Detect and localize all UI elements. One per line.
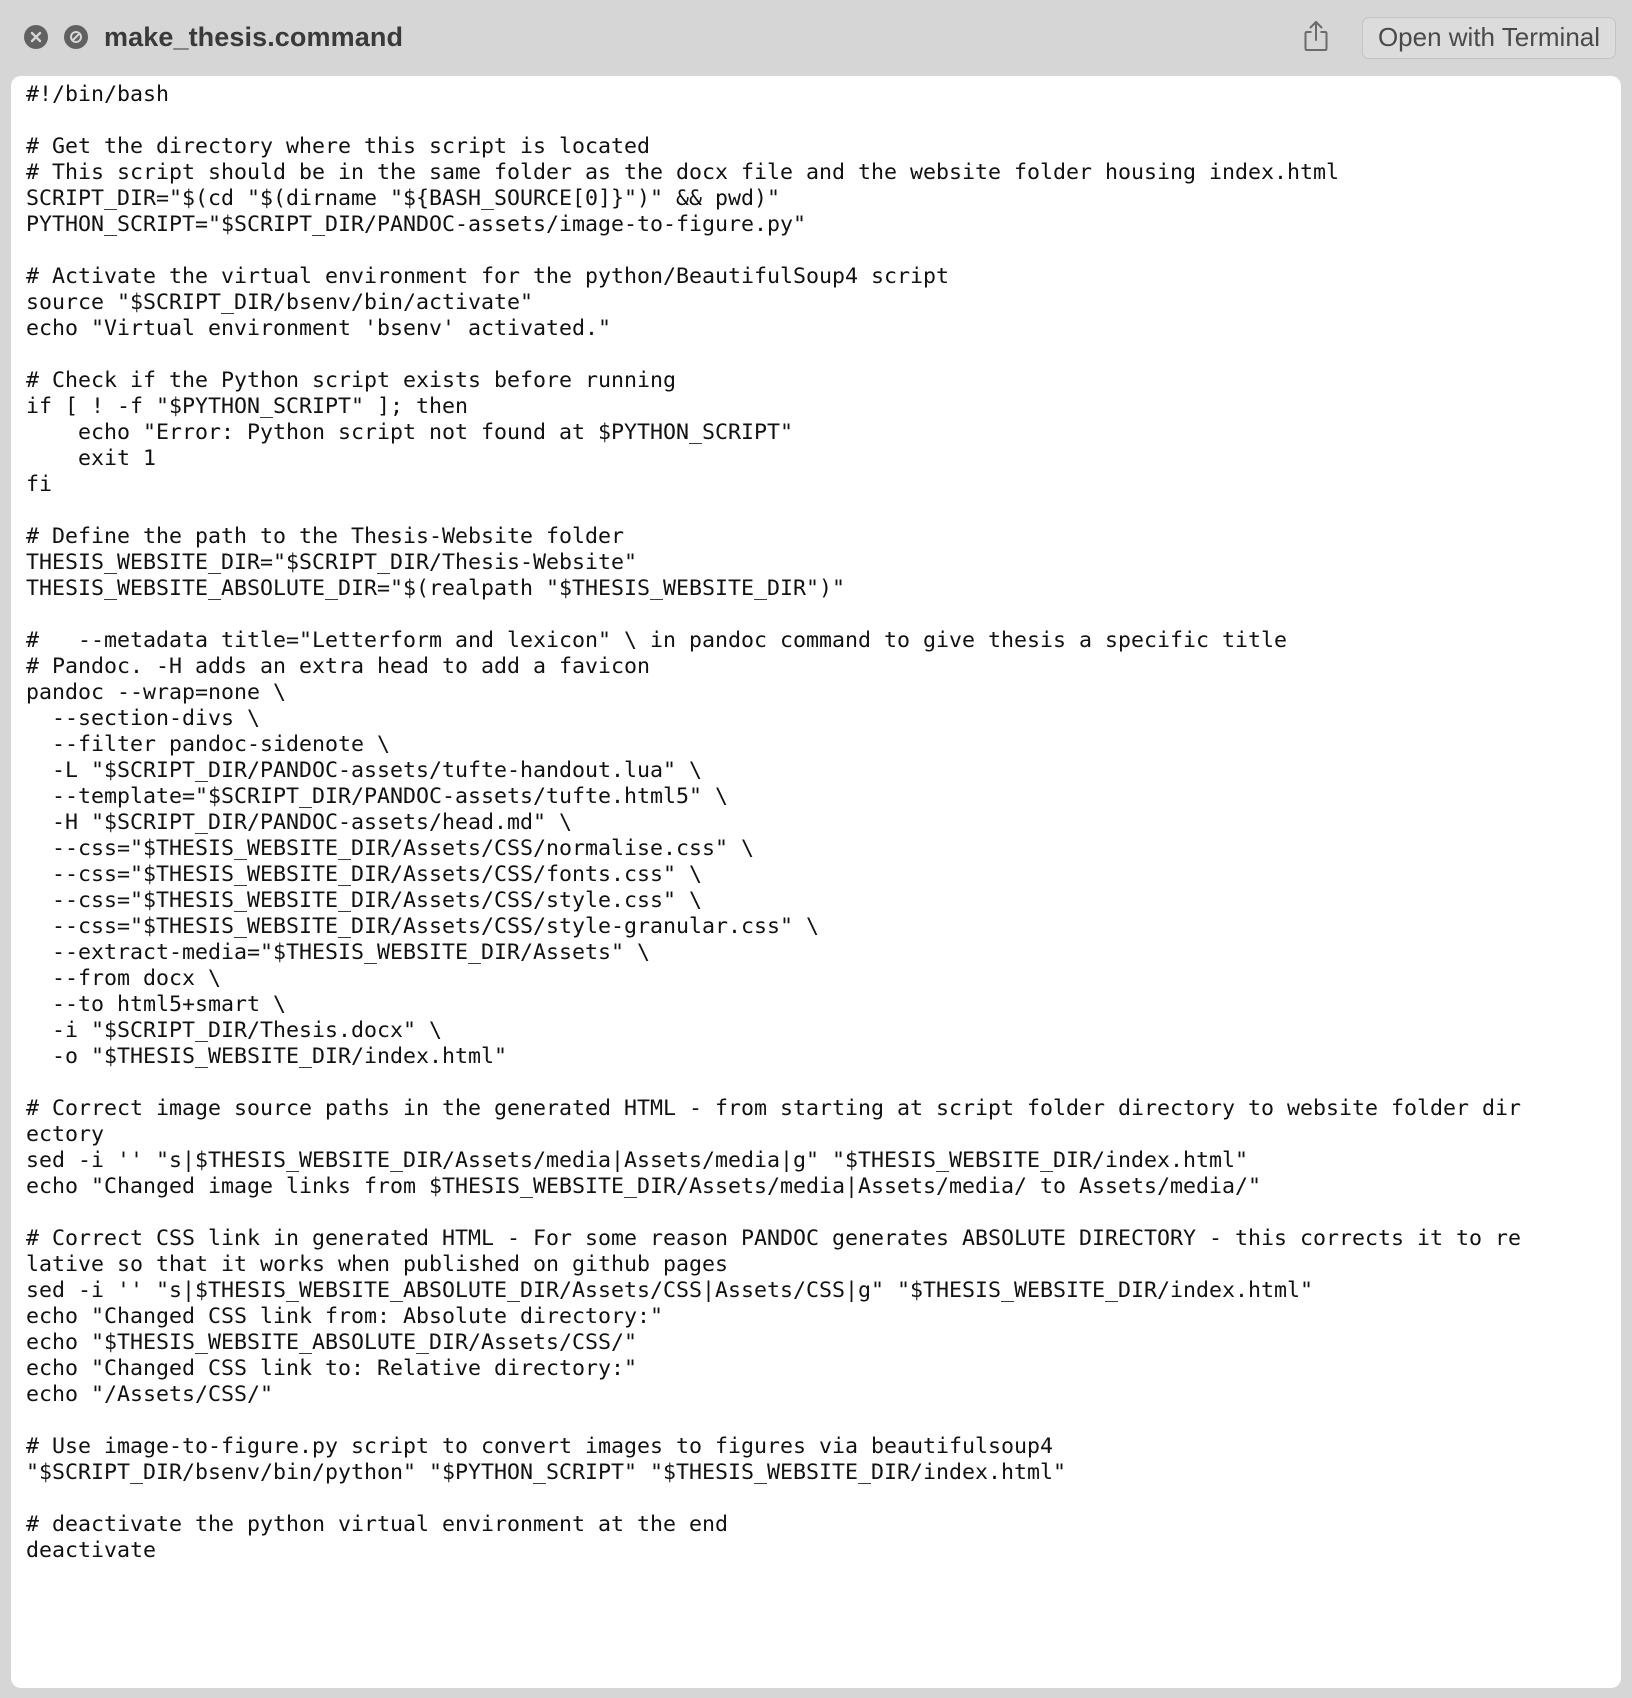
script-preview-area[interactable] <box>11 76 1621 1688</box>
code-line: SCRIPT_DIR="$(cd "$(dirname "${BASH_SOURCE[0]}")" && pwd)" <box>26 186 781 211</box>
code-line: # Activate the virtual environment for the python/BeautifulSoup4 script <box>26 264 950 289</box>
code-line: --css="$THESIS_WEBSITE_DIR/Assets/CSS/fonts.css" \ <box>26 862 703 887</box>
code-line: pandoc --wrap=none \ <box>26 680 287 705</box>
code-line: --section-divs \ <box>26 706 261 731</box>
code-line: echo "Error: Python script not found at $PYTHON_SCRIPT" <box>26 420 794 445</box>
code-line: # deactivate the python virtual environment at the end <box>26 1512 729 1537</box>
code-line: # This script should be in the same folder as the docx file and the website folder housing index.html <box>26 160 1340 185</box>
code-line: --to html5+smart \ <box>26 992 287 1017</box>
code-line <box>26 602 1524 628</box>
code-line: deactivate <box>26 1538 157 1563</box>
code-line: sed -i '' "s|$THESIS_WEBSITE_DIR/Assets/media|Assets/media|g" "$THESIS_WEBSITE_DIR/index.html" <box>26 1148 1249 1173</box>
open-with-terminal-button[interactable]: Open with Terminal <box>1362 17 1616 59</box>
code-line: echo "/Assets/CSS/" <box>26 1382 274 1407</box>
code-line: sed -i '' "s|$THESIS_WEBSITE_ABSOLUTE_DIR/Assets/CSS|Assets/CSS|g" "$THESIS_WEBSITE_DIR/index.html" <box>26 1278 1314 1303</box>
code-line: echo "Virtual environment 'bsenv' activated." <box>26 316 612 341</box>
block-icon[interactable] <box>64 25 88 49</box>
code-line <box>26 342 1524 368</box>
code-line: --css="$THESIS_WEBSITE_DIR/Assets/CSS/normalise.css" \ <box>26 836 755 861</box>
code-line: --template="$SCRIPT_DIR/PANDOC-assets/tufte.html5" \ <box>26 784 729 809</box>
code-line: fi <box>26 472 53 497</box>
share-icon[interactable] <box>1300 18 1332 54</box>
code-line: # Use image-to-figure.py script to convert images to figures via beautifulsoup4 <box>26 1434 1054 1459</box>
code-line: --from docx \ <box>26 966 222 991</box>
code-line: PYTHON_SCRIPT="$SCRIPT_DIR/PANDOC-assets/image-to-figure.py" <box>26 212 807 237</box>
code-line: echo "$THESIS_WEBSITE_ABSOLUTE_DIR/Assets/CSS/" <box>26 1330 638 1355</box>
code-line <box>26 238 1524 264</box>
code-line: echo "Changed CSS link from: Absolute directory:" <box>26 1304 664 1329</box>
code-line: # Correct image source paths in the generated HTML - from starting at script folder directory to website folder directory <box>26 1096 1522 1147</box>
code-line: --css="$THESIS_WEBSITE_DIR/Assets/CSS/style.css" \ <box>26 888 703 913</box>
code-line: exit 1 <box>26 446 157 471</box>
code-line: echo "Changed CSS link to: Relative directory:" <box>26 1356 638 1381</box>
code-line <box>26 1070 1524 1096</box>
code-line: --css="$THESIS_WEBSITE_DIR/Assets/CSS/style-granular.css" \ <box>26 914 820 939</box>
code-line: THESIS_WEBSITE_ABSOLUTE_DIR="$(realpath "$THESIS_WEBSITE_DIR")" <box>26 576 846 601</box>
code-line: # Correct CSS link in generated HTML - For some reason PANDOC generates ABSOLUTE DIRECTORY - this corrects it to relative so that it works when published on github pages <box>26 1226 1522 1277</box>
code-line: # Get the directory where this script is located <box>26 134 651 159</box>
code-line: -o "$THESIS_WEBSITE_DIR/index.html" <box>26 1044 508 1069</box>
code-line: --filter pandoc-sidenote \ <box>26 732 391 757</box>
code-line: # --metadata title="Letterform and lexicon" \ in pandoc command to give thesis a specific title <box>26 628 1288 653</box>
code-line: if [ ! -f "$PYTHON_SCRIPT" ]; then <box>26 394 469 419</box>
code-line: -H "$SCRIPT_DIR/PANDOC-assets/head.md" \ <box>26 810 573 835</box>
code-line: echo "Changed image links from $THESIS_WEBSITE_DIR/Assets/media|Assets/media/ to Assets/media/" <box>26 1174 1262 1199</box>
code-line <box>26 108 1524 134</box>
code-line: source "$SCRIPT_DIR/bsenv/bin/activate" <box>26 290 534 315</box>
code-line <box>26 498 1524 524</box>
code-line: # Define the path to the Thesis-Website folder <box>26 524 625 549</box>
code-line: THESIS_WEBSITE_DIR="$SCRIPT_DIR/Thesis-Website" <box>26 550 638 575</box>
code-line: # Check if the Python script exists before running <box>26 368 677 393</box>
script-text <box>11 76 1524 1564</box>
code-line: # Pandoc. -H adds an extra head to add a favicon <box>26 654 651 679</box>
code-line: -L "$SCRIPT_DIR/PANDOC-assets/tufte-handout.lua" \ <box>26 758 703 783</box>
close-icon[interactable] <box>24 25 48 49</box>
code-line <box>26 1486 1524 1512</box>
code-line: "$SCRIPT_DIR/bsenv/bin/python" "$PYTHON_SCRIPT" "$THESIS_WEBSITE_DIR/index.html" <box>26 1460 1067 1485</box>
window-title: make_thesis.command <box>104 22 404 52</box>
code-line <box>26 1408 1524 1434</box>
code-line: --extract-media="$THESIS_WEBSITE_DIR/Assets" \ <box>26 940 651 965</box>
code-line: -i "$SCRIPT_DIR/Thesis.docx" \ <box>26 1018 443 1043</box>
code-line <box>26 1200 1524 1226</box>
code-line: #!/bin/bash <box>26 82 170 107</box>
title-bar <box>0 0 1632 76</box>
